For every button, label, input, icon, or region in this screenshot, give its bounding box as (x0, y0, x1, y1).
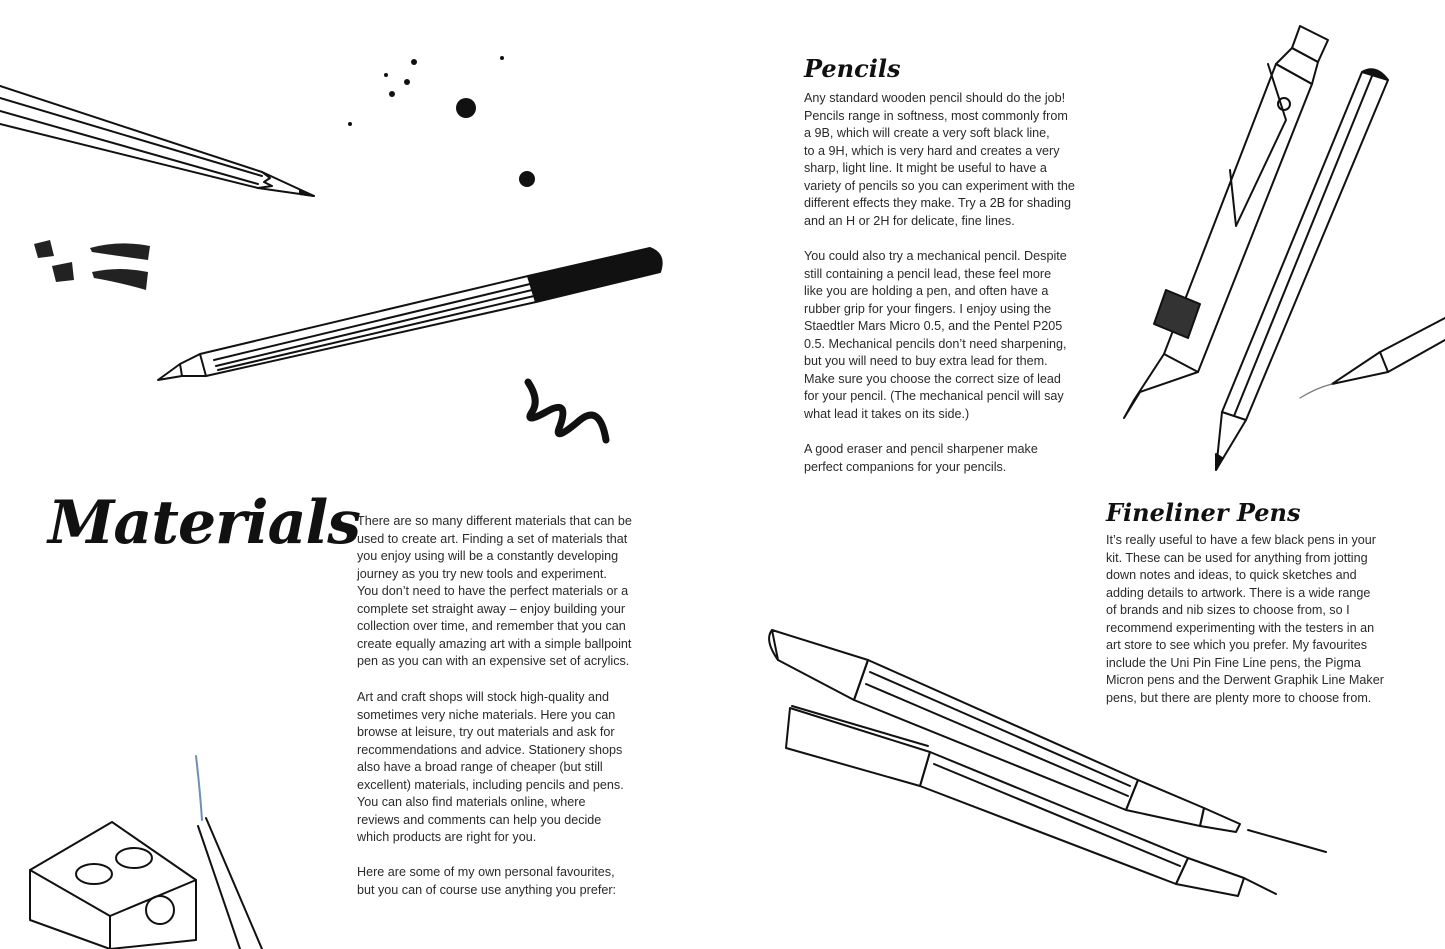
materials-paragraph: Here are some of my own personal favourites, but you can of course use anything you prefer: (357, 865, 617, 897)
pencils-paragraph: A good eraser and pencil sharpener make perfect companions for your pencils. (804, 442, 1038, 474)
materials-heading: Materials (48, 488, 361, 558)
pencils-paragraph: You could also try a mechanical pencil. Despite still containing a pencil lead, these feel more like you are holding a pen, and often have a rubber grip for your fingers. I enjoy using the Staedtler Mars Micro 0.5, and the Pentel P205 0.5. Mechanical pencils don’t need sharpening, but you will need to buy extra lead for them. Make sure you choose the correct size of lead for your pencil. (The mechanical pencil will say what lead it takes on its side.) (804, 249, 1067, 421)
pencil-sharpener-icon (30, 756, 262, 949)
pencils-paragraph: Any standard wooden pencil should do the job! Pencils range in softness, most commonly from a 9B, which will create a very soft black line, to a 9H, which is very hard and creates a very sharp, light line. It might be useful to have a variety of pencils so you can experiment with the different effects they make. Try a 2B for shading and an H or 2H for delicate, fine lines. (804, 91, 1075, 228)
pencil-icon (1300, 318, 1445, 398)
fineliner-pens-heading: Fineliner Pens (1106, 498, 1301, 527)
mechanical-pencil-icon (1124, 26, 1328, 418)
squiggle-icon (528, 382, 606, 440)
materials-paragraph: Art and craft shops will stock high-quality and sometimes very niche materials. Here you can browse at leisure, try out materials and ask for recommendations and advice. Stationery shops also have a broad range of cheaper (but still excellent) materials, including pencils and pens. You can also find materials online, where reviews and comments can help you decide which products are right for you. (357, 690, 624, 844)
ink-swatch-icon (34, 240, 150, 290)
fineliner-pen-icon (158, 248, 662, 380)
pencil-icon (0, 86, 314, 196)
ink-splatter-icon (348, 56, 535, 187)
fineliner-pens-paragraph: It’s really useful to have a few black pens in your kit. These can be used for anything from jotting down notes and ideas, to quick sketches and adding details to artwork. There is a wide range of brands and nib sizes to choose from, so I recommend experimenting with the testers in an art store to see which you prefer. My favourites include the Uni Pin Fine Line pens, the Pigma Micron pens and the Derwent Graphik Line Maker pens, but there are plenty more to choose from. (1106, 533, 1384, 705)
materials-paragraph: There are so many different materials that can be used to create art. Finding a set of materials that you enjoy using will be a constantly developing journey as you try new tools and experiment. You don’t need to have the perfect materials or a complete set straight away – enjoy building your collection over time, and remember that you can create equally amazing art with a simple ballpoint pen as you can with an expensive set of acrylics. (357, 514, 632, 668)
pencils-heading: Pencils (804, 54, 901, 83)
pencil-icon (1216, 69, 1388, 470)
